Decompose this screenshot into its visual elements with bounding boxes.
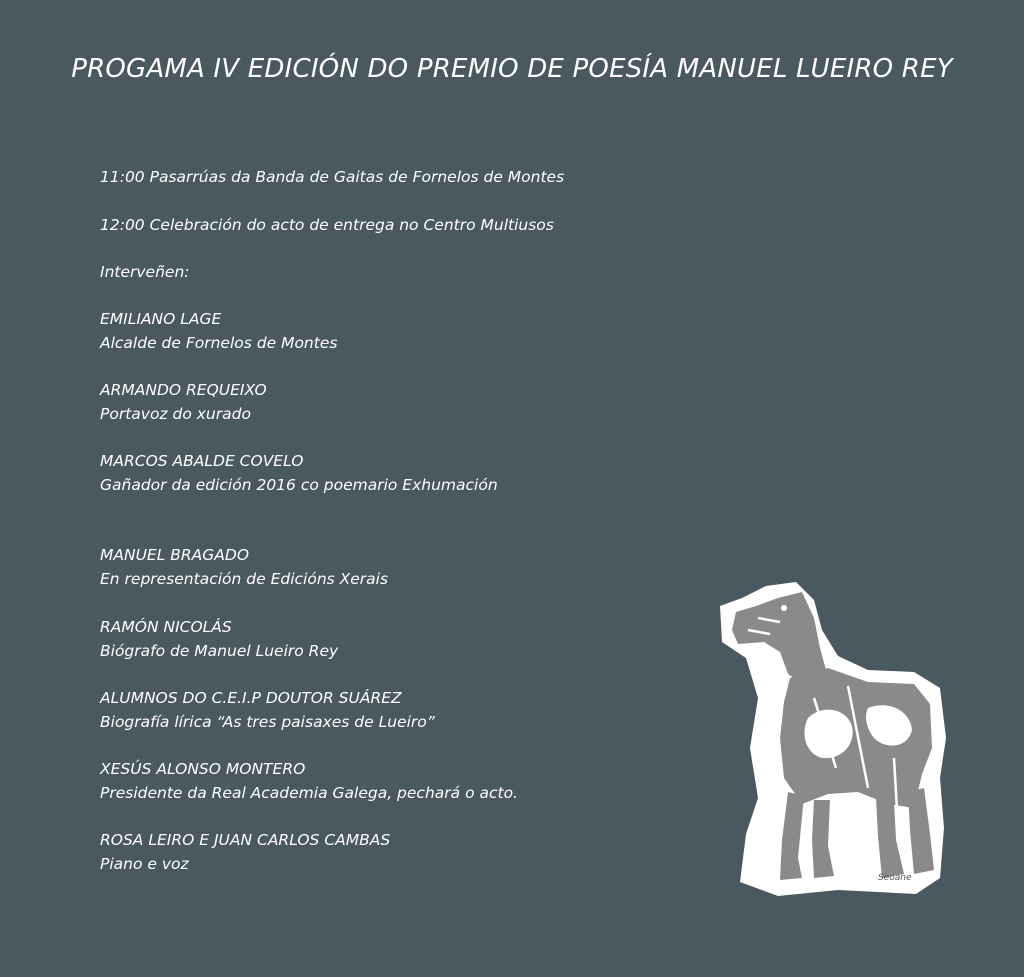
speaker-role: Presidente da Real Academia Galega, pechará o acto.	[100, 784, 518, 802]
schedule-item: 12:00 Celebración do acto de entrega no Centro Multiusos	[100, 216, 554, 234]
speaker-name: MARCOS ABALDE COVELO	[100, 452, 304, 470]
artist-signature: Seoane	[878, 873, 912, 883]
speaker-role: Biografía lírica “As tres paisaxes de Lueiro”	[100, 713, 435, 731]
speaker-role: Gañador da edición 2016 co poemario Exhumación	[100, 476, 498, 494]
speaker-name: RAMÓN NICOLÁS	[100, 618, 232, 636]
speaker-name: EMILIANO LAGE	[100, 310, 222, 328]
speaker-name: XESÚS ALONSO MONTERO	[100, 760, 306, 778]
speaker-role: Biógrafo de Manuel Lueiro Rey	[100, 642, 339, 660]
speaker-role: Portavoz do xurado	[100, 405, 251, 423]
speaker-name: ROSA LEIRO E JUAN CARLOS CAMBAS	[100, 831, 391, 849]
speaker-role: Piano e voz	[100, 855, 189, 873]
speakers-heading: Interveñen:	[100, 263, 190, 281]
horse-drawing-icon	[718, 578, 953, 900]
program-title: PROGAMA IV EDICIÓN DO PREMIO DE POESÍA MANUEL LUEIRO REY	[71, 54, 953, 84]
speaker-name: ALUMNOS DO C.E.I.P DOUTOR SUÁREZ	[100, 689, 402, 707]
speaker-name: MANUEL BRAGADO	[100, 546, 250, 564]
speaker-name: ARMANDO REQUEIXO	[100, 381, 267, 399]
speaker-role: Alcalde de Fornelos de Montes	[100, 334, 338, 352]
speaker-role: En representación de Edicións Xerais	[100, 570, 389, 588]
schedule-item: 11:00 Pasarrúas da Banda de Gaitas de Fornelos de Montes	[100, 168, 565, 186]
